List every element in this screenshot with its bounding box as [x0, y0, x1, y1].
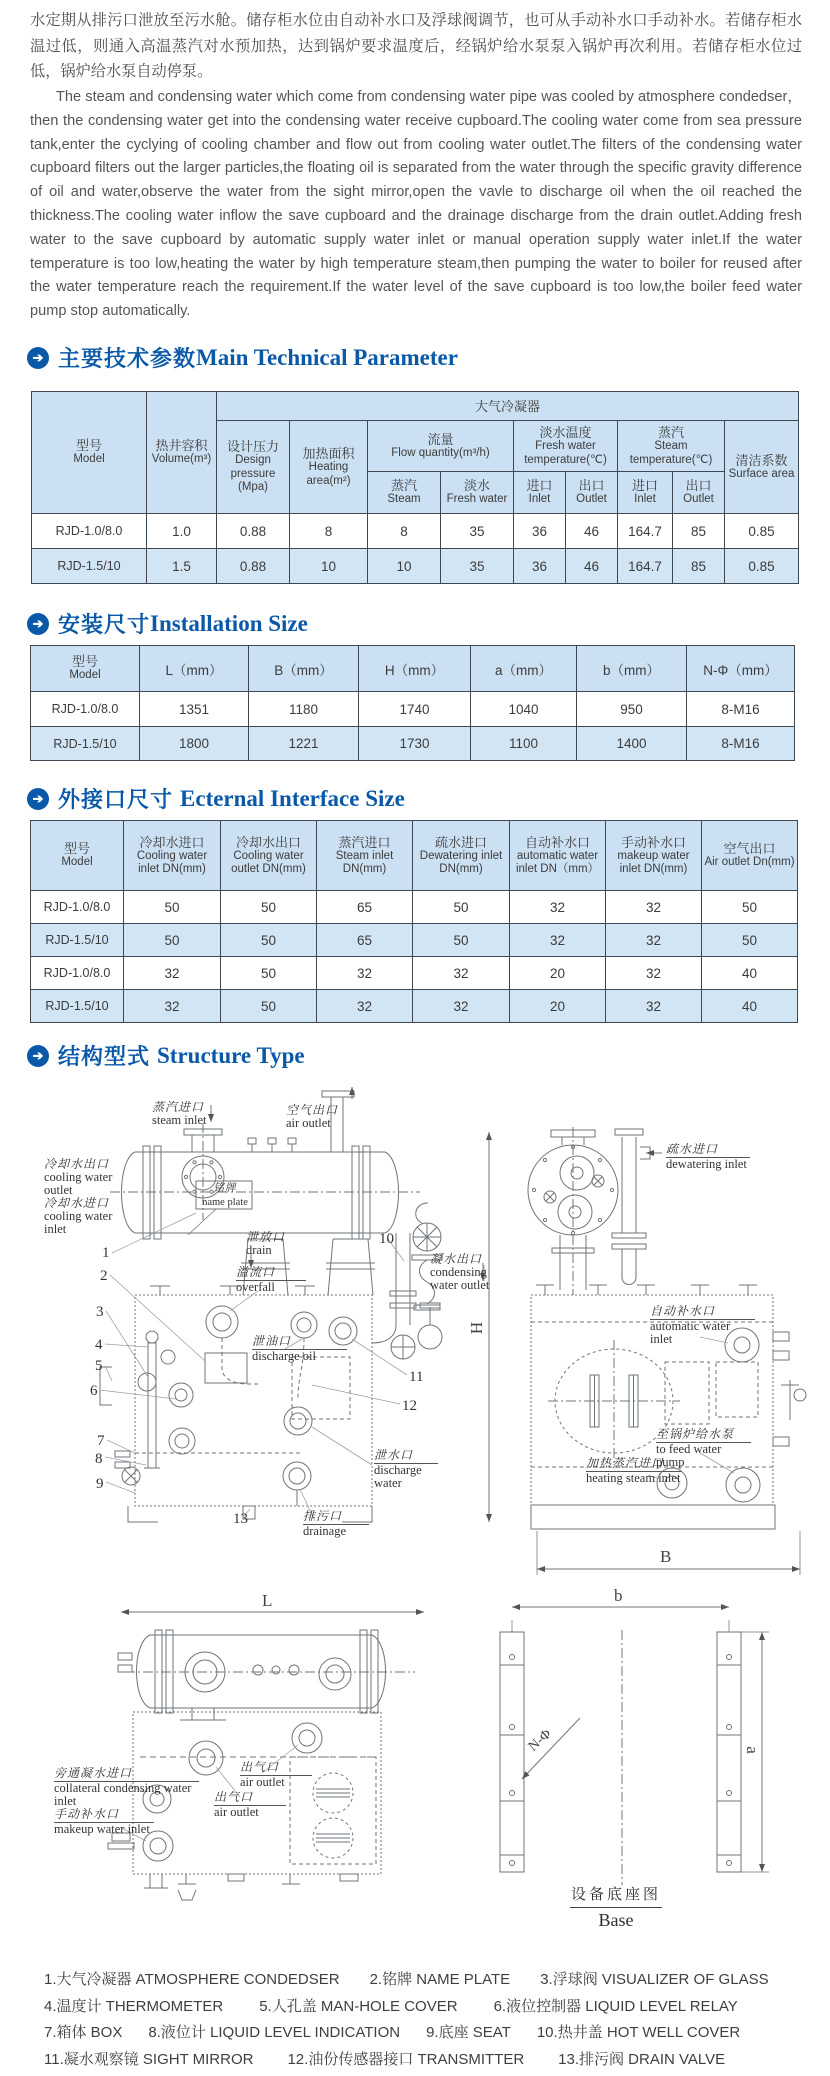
intro-paragraph-en: The steam and condensing water which come from condensing water pipe was cooled by atmosphere condedser，then the condensing water get into the condensing water receive cupboard.The cooling water come from sea pressure tank,enter the cyclying of cooling chamber and flow out from cooling water outlet.The filters of the condensing water cupboard filters out the larger particles,the floating oil is separated from the water through the specific gravity difference of oil and water,observe the water from the sight mirror,open the vavle to discharge oil when the oil reached the thickness.The cooling water inflow the save cupboard and the drainage discharge from the drain outlet.Adding fresh water to the save cupboard by automatic supply water inlet or manual operation supply water inlet.If the water temperature is too low,heating the water by high temperature steam,then pumping the water to boiler for reused after the water temperature reach the requirement.If the water level of the save cupboard is too low,the boiler feed water pump stop automatically. — [30, 89, 802, 320]
data-cell: 85 — [673, 514, 725, 549]
header-cell: H（mm） — [359, 646, 471, 692]
legend-item: 2.铭牌 NAME PLATE — [369, 1971, 511, 1988]
callout-2: 2 — [100, 1268, 108, 1284]
label-to-feed-water-pump: 至锅炉给水泵 to feed water pump — [656, 1428, 751, 1470]
data-cell: 8 — [290, 514, 368, 549]
header-cell: 蒸汽 Steam temperature(℃) — [618, 421, 725, 472]
intro-paragraph-cn: 水定期从排污口泄放至污水舱。储存柜水位由自动补水口及浮球阀调节，也可从手动补水口手动补水。若储存柜水温过低，则通入高温蒸汽对水预加热，达到锅炉要求温度后，经锅炉给水泵泵入锅炉再次利用。若储存柜水位过低，锅炉给水泵自动停泵。 — [30, 12, 802, 81]
section-title-cn: 安装尺寸 — [58, 612, 151, 637]
table-row-model: RJD-1.5/10 — [31, 990, 124, 1023]
arrow-bullet-icon: ➔ — [27, 1045, 49, 1067]
data-cell: 65 — [317, 891, 413, 924]
data-cell: 35 — [441, 514, 514, 549]
data-cell: 1040 — [471, 692, 577, 727]
data-cell: 85 — [673, 549, 725, 584]
arrow-bullet-icon: ➔ — [27, 347, 49, 369]
header-cell: 流量 Flow quantity(m³/h) — [368, 421, 514, 472]
data-cell: 32 — [413, 957, 510, 990]
table-row-model: RJD-1.0/8.0 — [31, 957, 124, 990]
data-cell: 32 — [606, 891, 702, 924]
data-cell: 65 — [317, 924, 413, 957]
data-cell: 1221 — [249, 727, 359, 761]
table-row-model: RJD-1.5/10 — [32, 549, 147, 584]
header-cell: 淡水 Fresh water — [441, 472, 514, 514]
header-cell: 淡水温度 Fresh water temperature(℃) — [514, 421, 618, 472]
data-cell: 1400 — [577, 727, 687, 761]
data-cell: 8-M16 — [687, 692, 795, 727]
header-cell: a（mm） — [471, 646, 577, 692]
header-cell: B（mm） — [249, 646, 359, 692]
header-cell: 出口 Outlet — [566, 472, 618, 514]
data-cell: 1351 — [140, 692, 249, 727]
callout-7: 7 — [97, 1433, 105, 1449]
data-cell: 1740 — [359, 692, 471, 727]
data-cell: 32 — [124, 957, 221, 990]
header-cell: 空气出口 Air outlet Dn(mm) — [702, 821, 798, 891]
data-cell: 50 — [221, 924, 317, 957]
data-cell: 1100 — [471, 727, 577, 761]
data-cell: 0.85 — [725, 514, 799, 549]
data-cell: 950 — [577, 692, 687, 727]
header-cell: 设计压力 Design pressure (Mpa) — [217, 421, 290, 514]
data-cell: 46 — [566, 549, 618, 584]
legend-item: 6.液位控制器 LIQUID LEVEL RELAY — [493, 1997, 738, 2015]
data-cell: 50 — [413, 891, 510, 924]
callout-6: 6 — [90, 1383, 98, 1399]
section-title-cn: 外接口尺寸 — [58, 787, 174, 812]
label-collateral-condensing-water-inlet: 旁通凝水进口 collateral condensing water inlet — [54, 1767, 199, 1809]
label-steam-inlet: 蒸汽进口 steam inlet — [152, 1100, 207, 1127]
callout-12: 12 — [402, 1398, 417, 1414]
label-dewatering-inlet: 疏水进口 dewatering inlet — [666, 1143, 750, 1171]
data-cell: 50 — [124, 891, 221, 924]
header-cell: 冷却水进口 Cooling water inlet DN(mm) — [124, 821, 221, 891]
data-cell: 32 — [606, 924, 702, 957]
header-cell-condenser-group: 大气冷凝器 — [217, 392, 799, 421]
legend-line — [44, 1995, 814, 2016]
legend-item: 8.液位计 LIQUID LEVEL INDICATION — [148, 2024, 401, 2041]
parts-legend — [44, 1968, 814, 2074]
data-cell: 20 — [510, 990, 606, 1023]
label-air-outlet-side: 出气口 air outlet — [214, 1791, 286, 1819]
data-cell: 1.0 — [147, 514, 217, 549]
callout-3: 3 — [96, 1304, 104, 1320]
data-cell: 8 — [368, 514, 441, 549]
legend-item: 13.排污阀 DRAIN VALVE — [558, 2050, 726, 2068]
data-cell: 32 — [317, 990, 413, 1023]
header-cell: 清洁系数 Surface area — [725, 421, 799, 514]
data-cell: 40 — [702, 990, 798, 1023]
callout-11: 11 — [409, 1369, 424, 1385]
callout-4: 4 — [95, 1337, 103, 1353]
header-cell: 进口 Inlet — [618, 472, 673, 514]
header-cell: b（mm） — [577, 646, 687, 692]
header-cell: 进口 Inlet — [514, 472, 566, 514]
data-cell: 50 — [221, 990, 317, 1023]
label-drain: 泄放口 drain — [246, 1230, 286, 1257]
header-cell: N-Φ（mm） — [687, 646, 795, 692]
label-condensing-water-outlet: 凝水出口 condensing water outlet — [430, 1252, 490, 1292]
data-cell: 50 — [221, 891, 317, 924]
data-cell: 0.85 — [725, 549, 799, 584]
legend-item: 12.油份传感器接口 TRANSMITTER — [287, 2050, 525, 2068]
dim-label-a: a — [742, 1746, 762, 1754]
data-cell: 20 — [510, 957, 606, 990]
label-drainage: 排污口 drainage — [303, 1510, 369, 1538]
label-makeup-water-inlet: 手动补水口 makeup water inlet — [54, 1808, 154, 1836]
header-cell: 蒸汽 Steam — [368, 472, 441, 514]
data-cell: 35 — [441, 549, 514, 584]
data-cell: 32 — [413, 990, 510, 1023]
callout-5: 5 — [95, 1358, 103, 1374]
dim-label-H: H — [467, 1321, 487, 1335]
header-cell: 蒸汽进口 Steam inlet DN(mm) — [317, 821, 413, 891]
header-cell: 手动补水口 makeup water inlet DN(mm) — [606, 821, 702, 891]
data-cell: 32 — [510, 891, 606, 924]
data-cell: 164.7 — [618, 514, 673, 549]
label-discharge-water: 泄水口 discharge water — [374, 1449, 438, 1491]
data-cell: 50 — [124, 924, 221, 957]
legend-line — [44, 2048, 814, 2069]
label-air-outlet-top: 出气口 air outlet — [240, 1761, 312, 1789]
data-cell: 36 — [514, 549, 566, 584]
section-title-en: Ecternal Interface Size — [180, 785, 405, 811]
arrow-bullet-icon: ➔ — [27, 613, 49, 635]
dim-label-b: b — [614, 1586, 623, 1605]
data-cell: 164.7 — [618, 549, 673, 584]
legend-item: 3.浮球阀 VISUALIZER OF GLASS — [540, 1971, 769, 1988]
data-cell: 32 — [510, 924, 606, 957]
header-cell: 自动补水口 automatic water inlet DN（mm） — [510, 821, 606, 891]
data-cell: 32 — [606, 957, 702, 990]
structure-type-diagram — [0, 1085, 830, 1945]
dim-label-n-phi: N-Φ — [525, 1726, 555, 1755]
header-cell: 出口 Outlet — [673, 472, 725, 514]
data-cell: 10 — [368, 549, 441, 584]
data-cell: 50 — [221, 957, 317, 990]
callout-10: 10 — [379, 1231, 394, 1247]
table-row-model: RJD-1.5/10 — [31, 924, 124, 957]
data-cell: 32 — [317, 957, 413, 990]
table-row-model: RJD-1.5/10 — [31, 727, 140, 761]
callout-8: 8 — [95, 1451, 103, 1467]
legend-item: 11.凝水观察镜 SIGHT MIRROR — [44, 2050, 254, 2068]
data-cell: 36 — [514, 514, 566, 549]
dim-label-B: B — [660, 1547, 672, 1566]
header-cell: 疏水进口 Dewatering inlet DN(mm) — [413, 821, 510, 891]
label-name-plate: 铭牌 name plate — [202, 1183, 248, 1208]
section-heading-external-interface — [27, 783, 405, 814]
label-heating-steam-inlet: 加热蒸汽进口 heating steam inlet — [586, 1456, 681, 1485]
label-overfall: 溢流口 overfall — [236, 1266, 306, 1294]
table-row-model: RJD-1.0/8.0 — [31, 891, 124, 924]
data-cell: 50 — [702, 924, 798, 957]
data-cell: 50 — [413, 924, 510, 957]
section-heading-technical-parameter — [27, 342, 458, 373]
section-heading-installation-size — [27, 608, 308, 639]
installation-size-table — [30, 645, 795, 761]
callout-13: 13 — [233, 1511, 248, 1527]
data-cell: 1730 — [359, 727, 471, 761]
header-cell: 型号 Model — [31, 821, 124, 891]
section-title-en: Main Technical Parameter — [196, 344, 458, 370]
callout-9: 9 — [96, 1476, 104, 1492]
external-interface-table — [30, 820, 798, 1023]
data-cell: 32 — [606, 990, 702, 1023]
section-heading-structure-type — [27, 1040, 305, 1071]
data-cell: 46 — [566, 514, 618, 549]
header-cell: 型号 Model — [32, 392, 147, 514]
dim-label-L: L — [262, 1591, 273, 1610]
arrow-bullet-icon: ➔ — [27, 788, 49, 810]
label-cooling-water-inlet: 冷却水进口 cooling water inlet — [44, 1196, 113, 1236]
label-automatic-water-inlet: 自动补水口 automatic water inlet — [650, 1305, 755, 1347]
header-cell: 型号 Model — [31, 646, 140, 692]
data-cell: 50 — [702, 891, 798, 924]
header-cell: L（mm） — [140, 646, 249, 692]
legend-item: 5.人孔盖 MAN-HOLE COVER — [259, 1997, 458, 2015]
data-cell: 32 — [124, 990, 221, 1023]
data-cell: 8-M16 — [687, 727, 795, 761]
legend-item: 1.大气冷凝器 ATMOSPHERE CONDEDSER — [44, 1971, 340, 1988]
section-title-cn: 结构型式 — [58, 1044, 151, 1069]
legend-item: 4.温度计 THERMOMETER — [44, 1997, 224, 2015]
data-cell: 40 — [702, 957, 798, 990]
label-discharge-oil: 泄油口 discharge oil — [252, 1335, 347, 1363]
section-title-cn: 主要技术参数 — [58, 346, 197, 371]
table-row-model: RJD-1.0/8.0 — [31, 692, 140, 727]
section-title-en: Installation Size — [150, 610, 308, 636]
data-cell: 10 — [290, 549, 368, 584]
header-cell: 加热面积 Heating area(m²) — [290, 421, 368, 514]
data-cell: 1180 — [249, 692, 359, 727]
base-caption: 设备底座图 Base — [570, 1883, 662, 1931]
technical-parameter-table — [31, 391, 799, 584]
legend-item: 9.底座 SEAT — [426, 2024, 511, 2041]
data-cell: 1800 — [140, 727, 249, 761]
data-cell: 0.88 — [217, 549, 290, 584]
label-cooling-water-outlet: 冷却水出口 cooling water outlet — [44, 1157, 113, 1197]
header-cell: 热井容积 Volume(m³) — [147, 392, 217, 514]
legend-line — [44, 1968, 814, 1989]
legend-item: 10.热井盖 HOT WELL COVER — [536, 2024, 741, 2041]
header-cell: 冷却水出口 Cooling water outlet DN(mm) — [221, 821, 317, 891]
legend-line — [44, 2021, 814, 2042]
label-air-outlet: 空气出口 air outlet — [286, 1103, 339, 1130]
data-cell: 1.5 — [147, 549, 217, 584]
table-row-model: RJD-1.0/8.0 — [32, 514, 147, 549]
data-cell: 0.88 — [217, 514, 290, 549]
section-title-en: Structure Type — [157, 1042, 305, 1068]
callout-1: 1 — [102, 1245, 110, 1261]
legend-item: 7.箱体 BOX — [44, 2024, 123, 2041]
